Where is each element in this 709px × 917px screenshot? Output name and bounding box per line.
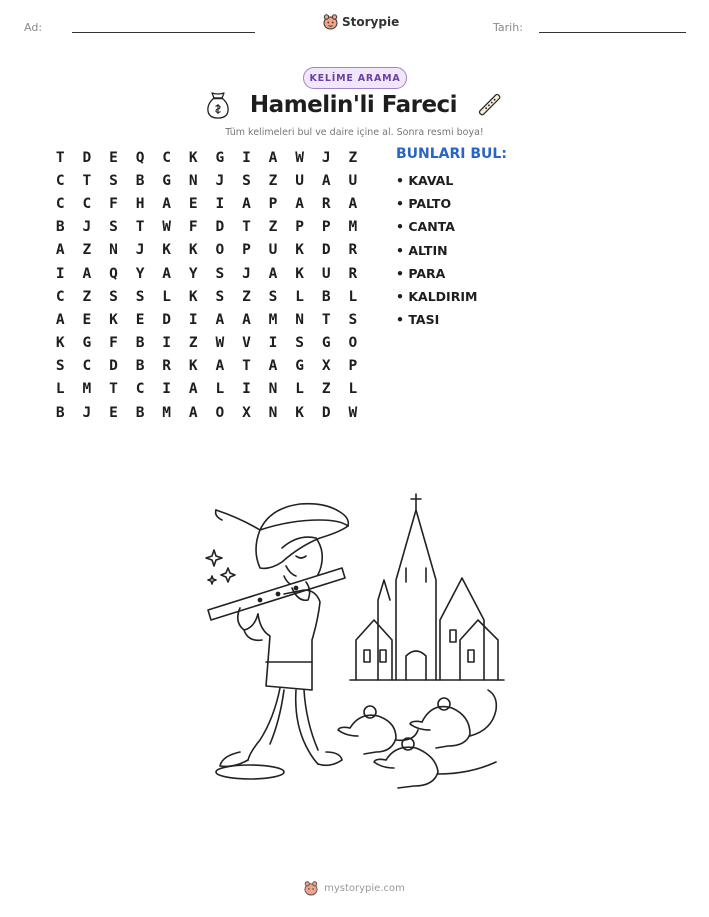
grid-letter[interactable]: Z bbox=[321, 381, 331, 398]
bullet: • bbox=[396, 173, 409, 188]
pied-piper-illustration bbox=[200, 490, 510, 800]
sparkle-icon bbox=[221, 568, 235, 582]
grid-letter[interactable]: E bbox=[109, 404, 118, 421]
grid-letter[interactable]: I bbox=[162, 381, 172, 398]
grid-letter[interactable]: Q bbox=[109, 265, 118, 282]
bullet: • bbox=[396, 219, 409, 235]
grid-letter[interactable]: T bbox=[109, 381, 118, 398]
grid-letter[interactable]: F bbox=[109, 195, 118, 212]
grid-letter[interactable]: A bbox=[268, 149, 278, 166]
word-list-item bbox=[396, 311, 477, 334]
grid-letter[interactable]: K bbox=[295, 265, 304, 282]
grid-letter[interactable]: S bbox=[135, 288, 145, 305]
date-line[interactable] bbox=[539, 32, 686, 33]
grid-letter[interactable]: W bbox=[348, 404, 358, 421]
grid-letter[interactable]: T bbox=[55, 149, 65, 166]
grid-letter[interactable]: S bbox=[268, 288, 278, 305]
grid-letter[interactable]: E bbox=[188, 195, 198, 212]
grid-letter[interactable]: K bbox=[188, 242, 198, 259]
grid-letter[interactable]: A bbox=[348, 195, 358, 212]
grid-letter[interactable]: T bbox=[135, 219, 145, 236]
grid-letter[interactable]: J bbox=[321, 149, 331, 166]
grid-letter[interactable]: J bbox=[242, 265, 251, 282]
grid-letter[interactable]: D bbox=[215, 219, 225, 236]
grid-letter[interactable]: Z bbox=[82, 288, 92, 305]
grid-letter[interactable]: N bbox=[109, 242, 118, 259]
sparkle-icon bbox=[206, 550, 222, 566]
grid-letter[interactable]: A bbox=[55, 311, 65, 328]
bullet: • bbox=[396, 242, 409, 258]
grid-letter[interactable]: G bbox=[162, 172, 172, 189]
grid-letter[interactable]: S bbox=[295, 335, 304, 352]
grid-letter[interactable]: M bbox=[348, 219, 358, 236]
grid-letter[interactable]: I bbox=[242, 381, 251, 398]
grid-letter[interactable]: Y bbox=[188, 265, 198, 282]
grid-letter[interactable]: A bbox=[268, 358, 278, 375]
flute-icon bbox=[477, 90, 503, 120]
grid-letter[interactable]: T bbox=[242, 219, 251, 236]
grid-letter[interactable]: Z bbox=[188, 335, 198, 352]
grid-letter[interactable]: S bbox=[348, 311, 358, 328]
grid-letter[interactable]: X bbox=[242, 404, 251, 421]
word-list-item bbox=[396, 288, 477, 311]
grid-letter[interactable]: I bbox=[215, 195, 225, 212]
name-line[interactable] bbox=[72, 32, 255, 33]
grid-letter[interactable]: V bbox=[242, 335, 251, 352]
title-row bbox=[0, 90, 709, 120]
grid-letter[interactable]: L bbox=[162, 288, 172, 305]
grid-letter[interactable]: F bbox=[109, 335, 118, 352]
grid-letter[interactable]: A bbox=[162, 265, 172, 282]
grid-letter[interactable]: I bbox=[162, 335, 172, 352]
grid-letter[interactable]: C bbox=[55, 195, 65, 212]
grid-letter[interactable]: R bbox=[162, 358, 172, 375]
grid-letter[interactable]: G bbox=[82, 335, 92, 352]
grid-letter[interactable]: Z bbox=[82, 242, 92, 259]
page-title: Hamelin'li Fareci bbox=[249, 92, 458, 118]
word-list-item bbox=[396, 195, 477, 218]
grid-letter[interactable]: A bbox=[82, 265, 92, 282]
grid-letter[interactable]: T bbox=[82, 172, 92, 189]
grid-letter[interactable]: D bbox=[162, 311, 172, 328]
grid-letter[interactable]: K bbox=[188, 149, 198, 166]
grid-letter[interactable]: A bbox=[215, 311, 225, 328]
word-list-item bbox=[396, 172, 477, 195]
grid-letter[interactable]: K bbox=[295, 242, 304, 259]
grid-letter[interactable]: A bbox=[188, 381, 198, 398]
grid-letter[interactable]: B bbox=[55, 219, 65, 236]
word-list-title: BUNLARI BUL: bbox=[396, 146, 507, 162]
word-text: TASI bbox=[408, 312, 440, 328]
word-search-grid bbox=[47, 146, 366, 424]
grid-letter[interactable]: S bbox=[55, 358, 65, 375]
grid-letter[interactable]: D bbox=[109, 358, 118, 375]
grid-letter[interactable]: P bbox=[348, 358, 358, 375]
grid-letter[interactable]: U bbox=[348, 172, 358, 189]
grid-letter[interactable]: J bbox=[82, 404, 92, 421]
grid-letter[interactable]: K bbox=[295, 404, 304, 421]
grid-letter[interactable]: U bbox=[321, 265, 331, 282]
category-badge: KELİME ARAMA bbox=[303, 67, 407, 89]
grid-letter[interactable]: N bbox=[268, 404, 278, 421]
grid-letter[interactable]: G bbox=[321, 335, 331, 352]
grid-letter[interactable]: W bbox=[162, 219, 172, 236]
grid-letter[interactable]: I bbox=[268, 335, 278, 352]
grid-letter[interactable]: M bbox=[268, 311, 278, 328]
grid-letter[interactable]: S bbox=[109, 219, 118, 236]
grid-letter[interactable]: A bbox=[162, 195, 172, 212]
grid-letter[interactable]: A bbox=[321, 172, 331, 189]
grid-letter[interactable]: R bbox=[321, 195, 331, 212]
grid-letter[interactable]: Z bbox=[348, 149, 358, 166]
grid-letter[interactable]: B bbox=[55, 404, 65, 421]
word-text: CANTA bbox=[408, 219, 455, 235]
grid-letter[interactable]: K bbox=[162, 242, 172, 259]
grid-letter[interactable]: P bbox=[268, 195, 278, 212]
grid-letter[interactable]: B bbox=[135, 172, 145, 189]
grid-letter[interactable]: T bbox=[242, 358, 251, 375]
grid-letter[interactable]: B bbox=[135, 335, 145, 352]
money-bag-icon bbox=[206, 91, 230, 119]
grid-letter[interactable]: C bbox=[82, 195, 92, 212]
grid-letter[interactable]: S bbox=[109, 288, 118, 305]
grid-letter[interactable]: U bbox=[295, 172, 304, 189]
grid-letter[interactable]: B bbox=[135, 404, 145, 421]
bullet: • bbox=[396, 265, 409, 281]
grid-letter[interactable]: L bbox=[348, 381, 358, 398]
grid-letter[interactable]: C bbox=[82, 358, 92, 375]
grid-letter[interactable]: P bbox=[295, 219, 304, 236]
grid-letter[interactable]: G bbox=[295, 358, 304, 375]
storypie-logo-icon bbox=[304, 880, 318, 896]
grid-letter[interactable]: N bbox=[188, 172, 198, 189]
grid-letter[interactable]: L bbox=[348, 288, 358, 305]
grid-letter[interactable]: Q bbox=[135, 149, 145, 166]
word-text: PALTO bbox=[408, 196, 452, 212]
instructions: Tüm kelimeleri bul ve daire içine al. Sonra resmi boya! bbox=[225, 127, 484, 138]
word-text: KALDIRIM bbox=[408, 288, 478, 304]
grid-letter[interactable]: L bbox=[295, 288, 304, 305]
word-text: KAVAL bbox=[408, 173, 454, 188]
word-list-item bbox=[396, 265, 477, 288]
grid-letter[interactable]: J bbox=[82, 219, 92, 236]
grid-letter[interactable]: C bbox=[135, 381, 145, 398]
grid-letter[interactable]: U bbox=[268, 242, 278, 259]
grid-letter[interactable]: J bbox=[215, 172, 225, 189]
grid-letter[interactable]: E bbox=[135, 311, 145, 328]
footer-url[interactable]: mystorypie.com bbox=[324, 882, 405, 894]
grid-letter[interactable]: M bbox=[162, 404, 172, 421]
brand-logo bbox=[323, 13, 399, 30]
grid-letter[interactable]: B bbox=[321, 288, 331, 305]
grid-letter[interactable]: A bbox=[242, 311, 251, 328]
grid-letter[interactable]: N bbox=[268, 381, 278, 398]
word-list bbox=[396, 172, 477, 334]
grid-letter[interactable]: C bbox=[55, 172, 65, 189]
grid-letter[interactable]: D bbox=[321, 242, 331, 259]
grid-letter[interactable]: I bbox=[55, 265, 65, 282]
date-label: Tarih: bbox=[493, 21, 523, 34]
grid-letter[interactable]: W bbox=[295, 149, 304, 166]
grid-letter[interactable]: K bbox=[188, 288, 198, 305]
bullet: • bbox=[396, 312, 409, 328]
grid-letter[interactable]: S bbox=[109, 172, 118, 189]
grid-letter[interactable]: T bbox=[321, 311, 331, 328]
word-text: ALTIN bbox=[408, 242, 448, 258]
grid-letter[interactable]: O bbox=[348, 335, 358, 352]
grid-letter[interactable]: R bbox=[348, 242, 358, 259]
grid-letter[interactable]: I bbox=[242, 149, 251, 166]
word-list-item bbox=[396, 218, 477, 241]
grid-letter[interactable]: G bbox=[215, 149, 225, 166]
grid-letter[interactable]: A bbox=[268, 265, 278, 282]
grid-letter[interactable]: J bbox=[135, 242, 145, 259]
grid-letter[interactable]: F bbox=[188, 219, 198, 236]
grid-letter[interactable]: A bbox=[188, 404, 198, 421]
grid-letter[interactable]: B bbox=[135, 358, 145, 375]
grid-letter[interactable]: O bbox=[215, 404, 225, 421]
grid-letter[interactable]: A bbox=[242, 195, 251, 212]
grid-letter[interactable]: S bbox=[215, 265, 225, 282]
grid-letter[interactable]: O bbox=[215, 242, 225, 259]
footer bbox=[0, 880, 709, 896]
grid-letter[interactable]: P bbox=[242, 242, 251, 259]
grid-letter[interactable]: K bbox=[55, 335, 65, 352]
grid-letter[interactable]: A bbox=[295, 195, 304, 212]
grid-letter[interactable]: W bbox=[215, 335, 225, 352]
sparkle-icon bbox=[208, 576, 216, 584]
grid-letter[interactable]: E bbox=[82, 311, 92, 328]
grid-letter[interactable]: A bbox=[55, 242, 65, 259]
grid-letter[interactable]: L bbox=[55, 381, 65, 398]
grid-letter[interactable]: X bbox=[321, 358, 331, 375]
grid-letter[interactable]: Z bbox=[268, 172, 278, 189]
brand-name: Storypie bbox=[342, 14, 400, 29]
name-label: Ad: bbox=[24, 21, 43, 34]
grid-letter[interactable]: D bbox=[321, 404, 331, 421]
grid-letter[interactable]: P bbox=[321, 219, 331, 236]
word-text: PARA bbox=[408, 265, 446, 281]
grid-letter[interactable]: H bbox=[135, 195, 145, 212]
grid-letter[interactable]: S bbox=[242, 172, 251, 189]
grid-letter[interactable]: M bbox=[82, 381, 92, 398]
bullet: • bbox=[396, 196, 409, 212]
grid-letter[interactable]: Z bbox=[242, 288, 251, 305]
grid-letter[interactable]: N bbox=[295, 311, 304, 328]
grid-letter[interactable]: S bbox=[215, 288, 225, 305]
grid-letter[interactable]: D bbox=[82, 149, 92, 166]
grid-letter[interactable]: L bbox=[215, 381, 225, 398]
grid-letter[interactable]: C bbox=[55, 288, 65, 305]
grid-letter[interactable]: C bbox=[162, 149, 172, 166]
grid-letter[interactable]: Z bbox=[268, 219, 278, 236]
grid-letter[interactable]: E bbox=[109, 149, 118, 166]
grid-letter[interactable]: K bbox=[188, 358, 198, 375]
grid-letter[interactable]: Y bbox=[135, 265, 145, 282]
grid-letter[interactable]: K bbox=[109, 311, 118, 328]
grid-letter[interactable]: L bbox=[295, 381, 304, 398]
grid-letter[interactable]: I bbox=[188, 311, 198, 328]
grid-letter[interactable]: A bbox=[215, 358, 225, 375]
word-list-item bbox=[396, 242, 477, 265]
storypie-logo-icon bbox=[323, 13, 338, 30]
bullet: • bbox=[396, 288, 409, 304]
grid-letter[interactable]: R bbox=[348, 265, 358, 282]
